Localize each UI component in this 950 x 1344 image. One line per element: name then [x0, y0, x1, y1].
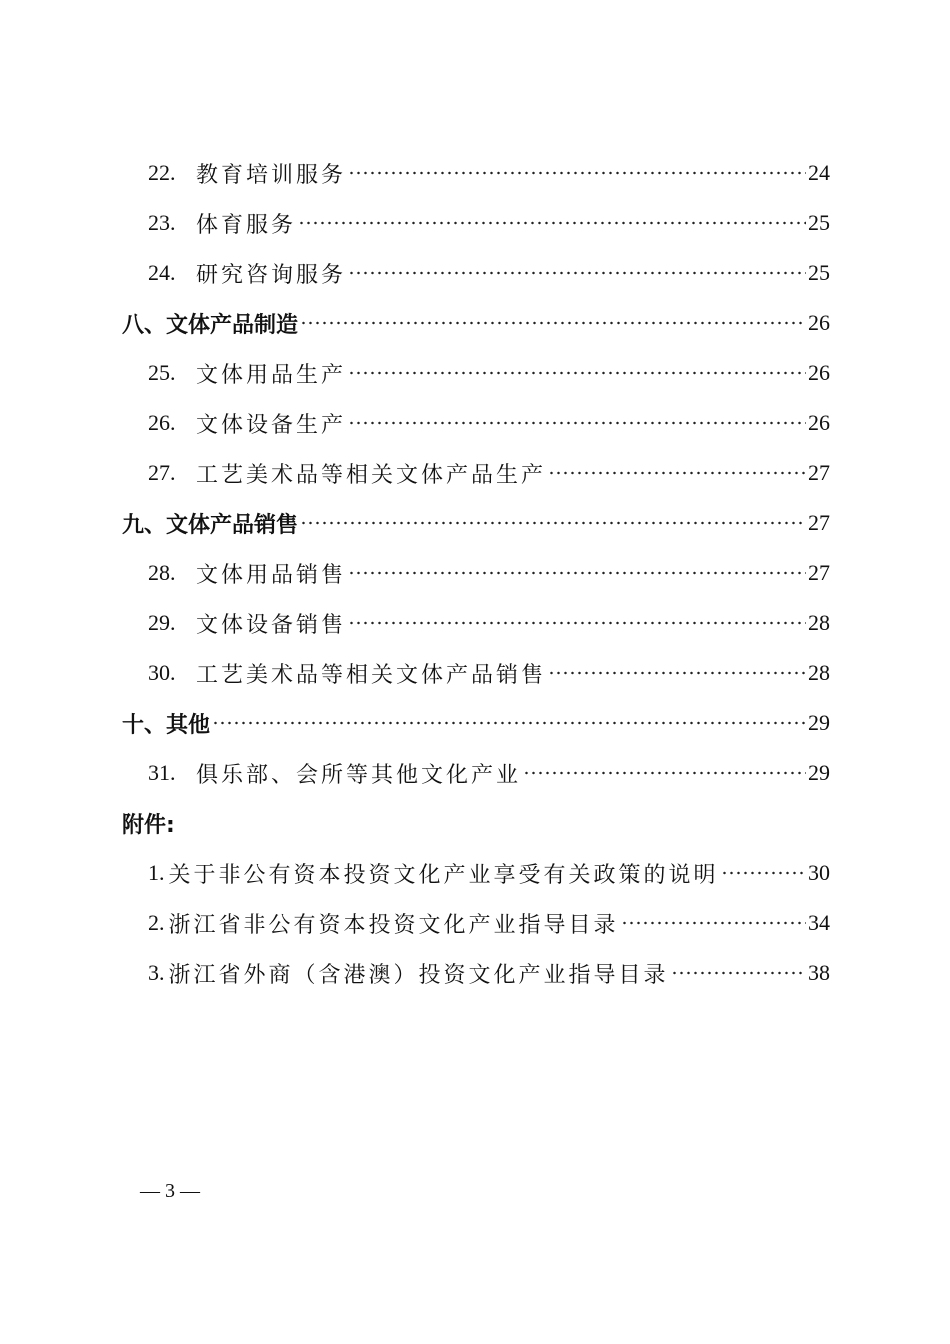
- dot-leader: [621, 912, 806, 934]
- attachment-entry-3[interactable]: [148, 948, 830, 998]
- toc-entry-number: 24.: [148, 260, 176, 285]
- toc-entry-page: 24: [808, 160, 830, 185]
- toc-entry-24[interactable]: [148, 248, 830, 298]
- toc-section-9[interactable]: [122, 498, 830, 548]
- toc-entry-title: 俱乐部、会所等其他文化产业: [196, 762, 522, 788]
- dot-leader: [348, 362, 806, 384]
- dot-leader: [300, 512, 806, 534]
- dot-leader: [548, 462, 806, 484]
- dot-leader: [348, 262, 806, 284]
- toc-entry-title: 研究咨询服务: [196, 262, 347, 288]
- toc-entry-26[interactable]: [148, 398, 830, 448]
- toc-entry-page: 29: [808, 710, 830, 735]
- toc-entry-23[interactable]: [148, 198, 830, 248]
- dot-leader: [721, 862, 806, 884]
- toc-section-8[interactable]: [122, 298, 830, 348]
- attachment-page: 38: [808, 960, 830, 985]
- attachment-page: 30: [808, 860, 830, 885]
- toc-entry-title: 文体用品生产: [196, 362, 347, 388]
- toc-entry-number: 28.: [148, 560, 176, 585]
- attachment-page: 34: [808, 910, 830, 935]
- toc-entry-number: 27.: [148, 460, 176, 485]
- toc-entry-title: 文体设备生产: [196, 412, 347, 438]
- toc-entry-number: 29.: [148, 610, 176, 635]
- attachment-title: 关于非公有资本投资文化产业享受有关政策的说明: [168, 862, 719, 888]
- toc-entry-28[interactable]: [148, 548, 830, 598]
- toc-entry-title: 文体用品销售: [196, 562, 347, 588]
- toc-entry-number: 31.: [148, 760, 176, 785]
- toc-entry-title: 工艺美术品等相关文体产品销售: [196, 662, 547, 688]
- toc-entry-page: 26: [808, 360, 830, 385]
- toc-entry-number: 30.: [148, 660, 176, 685]
- attachment-number: 2.: [148, 910, 165, 935]
- toc-entry-22[interactable]: [148, 148, 830, 198]
- toc-section-title: 八、文体产品制造: [122, 312, 299, 338]
- attachment-entry-1[interactable]: [148, 848, 830, 898]
- attachment-number: 1.: [148, 860, 165, 885]
- dot-leader: [348, 162, 806, 184]
- dot-leader: [298, 212, 806, 234]
- toc-section-title: 十、其他: [122, 712, 211, 738]
- dot-leader: [671, 962, 806, 984]
- toc-entry-page: 25: [808, 210, 830, 235]
- toc-entry-title: 教育培训服务: [196, 162, 347, 188]
- dot-leader: [300, 312, 806, 334]
- toc-entry-page: 27: [808, 510, 830, 535]
- toc-entry-number: 23.: [148, 210, 176, 235]
- dot-leader: [348, 412, 806, 434]
- toc-entry-page: 27: [808, 460, 830, 485]
- toc-entry-25[interactable]: [148, 348, 830, 398]
- toc-entry-page: 29: [808, 760, 830, 785]
- dot-leader: [212, 712, 806, 734]
- toc-section-title: 九、文体产品销售: [122, 512, 299, 538]
- toc-entry-number: 26.: [148, 410, 176, 435]
- dot-leader: [348, 612, 806, 634]
- toc-entry-page: 28: [808, 660, 830, 685]
- toc-entry-title: 工艺美术品等相关文体产品生产: [196, 462, 547, 488]
- toc-entry-27[interactable]: [148, 448, 830, 498]
- toc-entry-number: 22.: [148, 160, 176, 185]
- toc-entry-title: 体育服务: [196, 212, 297, 238]
- toc-entry-29[interactable]: [148, 598, 830, 648]
- attachment-title: 浙江省外商（含港澳）投资文化产业指导目录: [168, 962, 669, 988]
- toc-entry-30[interactable]: [148, 648, 830, 698]
- toc-entry-31[interactable]: [148, 748, 830, 798]
- toc-entry-page: 28: [808, 610, 830, 635]
- dot-leader: [548, 662, 806, 684]
- toc-entry-title: 文体设备销售: [196, 612, 347, 638]
- attachments-heading: 附件:: [122, 812, 175, 838]
- toc-entry-number: 25.: [148, 360, 176, 385]
- dot-leader: [523, 762, 806, 784]
- attachment-number: 3.: [148, 960, 165, 985]
- toc-section-10[interactable]: [122, 698, 830, 748]
- attachment-entry-2[interactable]: [148, 898, 830, 948]
- toc-entry-page: 25: [808, 260, 830, 285]
- attachment-title: 浙江省非公有资本投资文化产业指导目录: [168, 912, 619, 938]
- toc-entry-page: 26: [808, 310, 830, 335]
- toc-entry-page: 27: [808, 560, 830, 585]
- toc-entry-page: 26: [808, 410, 830, 435]
- dot-leader: [348, 562, 806, 584]
- page-number-footer: — 3 —: [140, 1180, 200, 1202]
